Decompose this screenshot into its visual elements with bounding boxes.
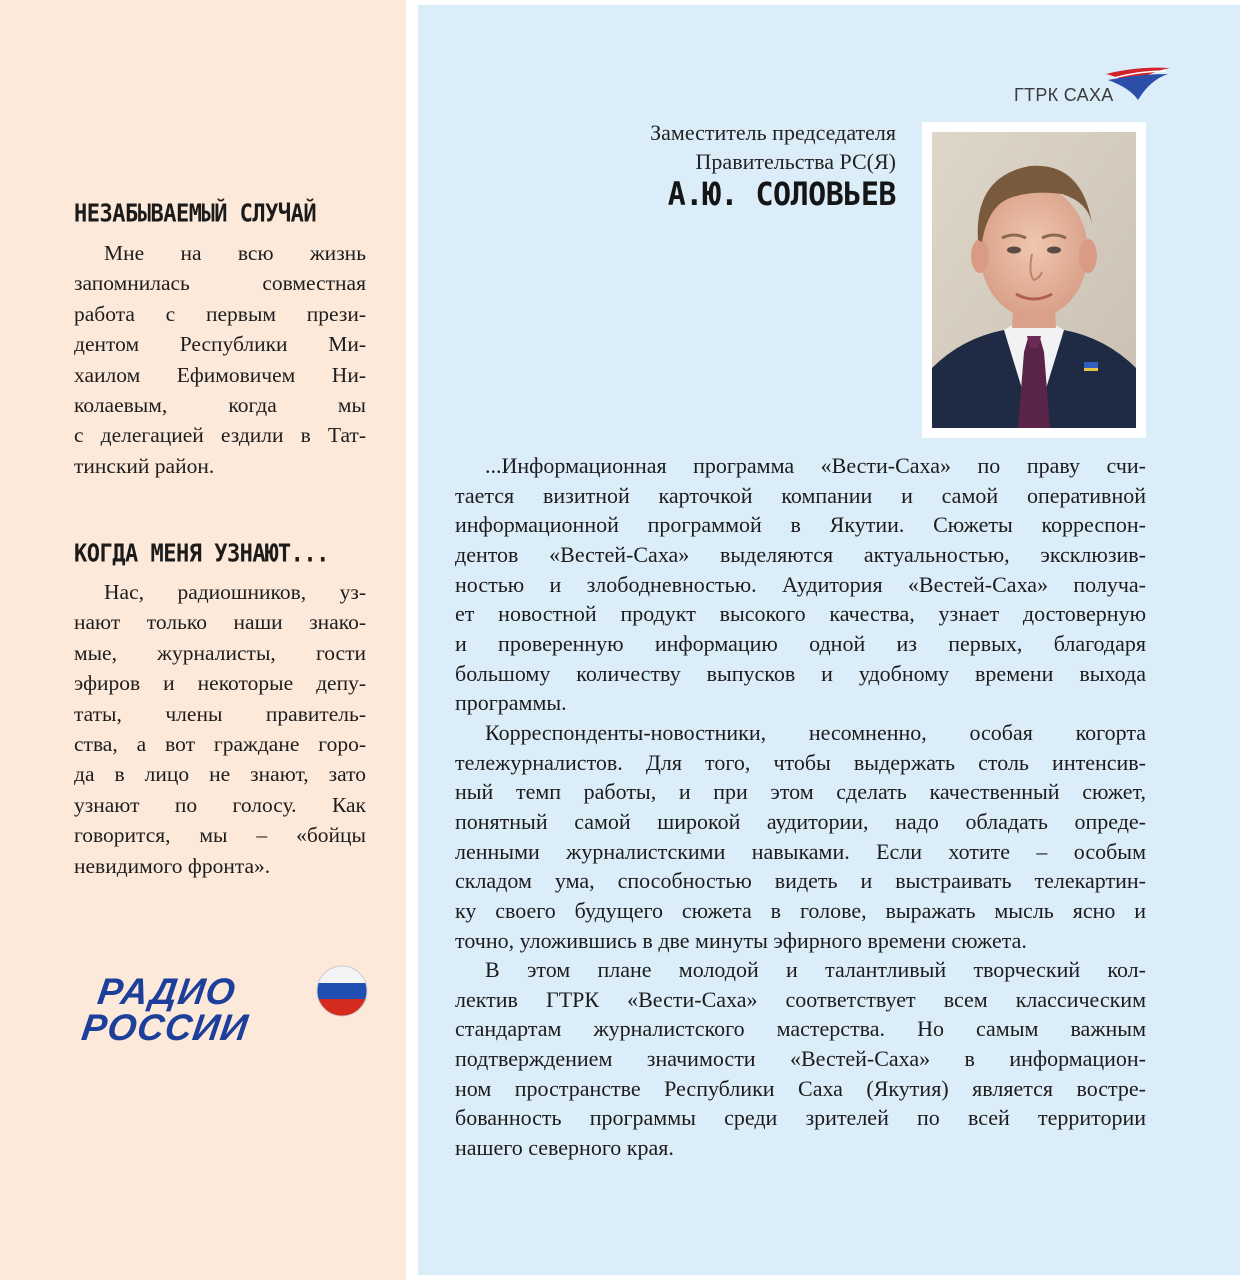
radio-rossii-logo — [78, 965, 378, 1055]
text-line: мые, журналисты, гости — [74, 640, 366, 665]
text-line: невидимого фронта». — [74, 853, 271, 878]
text-line: ку своего будущего сюжета в голове, выражать мысль ясно и — [455, 897, 1146, 923]
text-line: стандартам журналистского мастерства. Но самым важным — [455, 1016, 1146, 1042]
text-line: лектив ГТРК «Вести-Саха» соответствует всем классическим — [455, 986, 1146, 1012]
author-role — [496, 118, 896, 176]
text-line: ства, а вот граждане горо- — [74, 732, 366, 757]
section-text-unforgettable-case — [74, 238, 366, 481]
text-line: запомнилась совместная — [74, 271, 366, 296]
section1-paragraph — [74, 238, 366, 481]
text-line: дентом Республики Ми- — [74, 332, 366, 357]
text-line: тележурналистов. Для того, чтобы выдержать столь интенсив- — [455, 749, 1146, 775]
article-paragraph — [455, 955, 1146, 1163]
text-line: ет новостной продукт высокого качества, узнает достоверную — [455, 601, 1146, 627]
text-line: колаевым, когда мы — [74, 393, 366, 418]
text-line: подтверждением значимости «Вестей-Саха» в информацион- — [455, 1046, 1146, 1072]
text-line: Корреспонденты-новостники, несомненно, особая когорта — [485, 719, 1146, 745]
author-role-line2: Правительства РС(Я) — [695, 149, 896, 174]
article-paragraph — [455, 718, 1146, 955]
text-line: ном пространстве Республики Саха (Якутия) является востре- — [455, 1075, 1146, 1101]
text-line: ный темп работы, и при этом сделать качественный сюжет, — [455, 779, 1146, 805]
portrait-frame — [922, 122, 1146, 438]
text-line: нают только наши знако- — [74, 610, 366, 635]
text-line: узнают по голосу. Как — [74, 792, 366, 817]
section-heading-when-recognized: КОГДА МЕНЯ УЗНАЮТ... — [74, 540, 329, 568]
text-line: Мне на всю жизнь — [104, 241, 366, 265]
text-line: складом ума, способностью видеть и выстраивать телекартин- — [455, 868, 1146, 894]
text-line: большому количеству выпусков и удобному времени выхода — [455, 660, 1146, 686]
text-line: да в лицо не знают, зато — [74, 762, 366, 787]
gtrk-sakha-logo — [1014, 66, 1174, 110]
text-line: тается визитной карточкой компании и самой оперативной — [455, 482, 1146, 508]
radio-logo-line1: РАДИО — [95, 971, 239, 1012]
text-line: В этом плане молодой и талантливый творческий кол- — [485, 957, 1146, 983]
gtrk-logo-text: ГТРК САХА — [1014, 85, 1114, 105]
text-line: эфиров и некоторые депу- — [74, 671, 366, 696]
section-heading-unforgettable-case: НЕЗАБЫВАЕМЫЙ СЛУЧАЙ — [74, 200, 317, 228]
author-name: А.Ю. СОЛОВЬЕВ — [667, 176, 896, 214]
text-line: нашего северного края. — [455, 1135, 674, 1161]
text-line: информационной программой в Якутии. Сюжеты корреспон- — [455, 512, 1146, 538]
text-line: говорится, мы – «бойцы — [74, 823, 366, 848]
text-line: и проверенную информацию одной из первых, благодаря — [455, 630, 1146, 656]
text-line: ленными журналистскими навыками. Если хотите – особым — [455, 838, 1146, 864]
radio-logo-line2: РОССИИ — [79, 1007, 252, 1048]
text-line: ...Информационная программа «Вести-Саха» по праву счи- — [485, 453, 1146, 478]
text-line: тинский район. — [74, 453, 215, 478]
article-body — [455, 451, 1146, 1163]
text-line: ностью и злободневностью. Аудитория «Вестей-Саха» получа- — [455, 571, 1146, 597]
russian-flag-sphere-icon — [314, 963, 370, 1019]
article-paragraph — [455, 451, 1146, 718]
text-line: таты, члены правитель- — [74, 701, 366, 726]
section-text-when-recognized — [74, 577, 366, 881]
text-line: программы. — [455, 690, 567, 716]
text-line: хаилом Ефимовичем Ни- — [74, 362, 366, 387]
text-line: бованность программы среди зрителей по всей территории — [455, 1105, 1146, 1131]
section2-paragraph — [74, 577, 366, 881]
text-line: точно, уложившись в две минуты эфирного времени сюжета. — [455, 927, 1027, 953]
text-line: Нас, радиошников, уз- — [104, 580, 366, 604]
text-line: понятный самой широкой аудитории, надо обладать опреде- — [455, 808, 1146, 834]
gtrk-swoosh-icon — [1104, 66, 1174, 106]
author-portrait-photo — [932, 132, 1136, 428]
text-line: работа с первым прези- — [74, 301, 366, 326]
author-role-line1: Заместитель председателя — [650, 120, 896, 145]
text-line: дентов «Вестей-Саха» выделяются актуальностью, эксклюзив- — [455, 541, 1146, 567]
text-line: с делегацией ездили в Тат- — [74, 423, 366, 448]
